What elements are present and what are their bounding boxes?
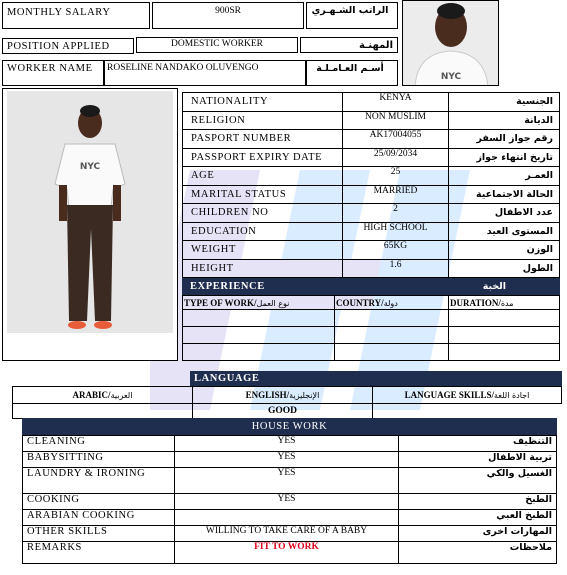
house-work-value: YES (175, 494, 399, 510)
portrait-photo (402, 0, 499, 86)
detail-label: RELIGION (183, 111, 343, 130)
house-work-label: COOKING (23, 494, 175, 510)
experience-cell (449, 344, 560, 361)
experience-country-header: COUNTRY/دولة (335, 296, 449, 310)
detail-row (183, 222, 560, 241)
detail-value: 25 (343, 167, 449, 186)
monthly-salary-value: 900SR (152, 2, 304, 29)
position-applied-value: DOMESTIC WORKER (136, 37, 298, 53)
experience-header (182, 278, 560, 295)
detail-label: NATIONALITY (183, 93, 343, 112)
house-work-label-ar: الغسيل والكي (399, 468, 557, 494)
worker-name-value: ROSELINE NANDAKO OLUVENGO (104, 60, 306, 86)
monthly-salary-label: MONTHLY SALARY (2, 2, 150, 29)
detail-value: NON MUSLIM (343, 111, 449, 130)
experience-cell (449, 327, 560, 344)
language-empty-cell (373, 404, 562, 419)
detail-label-ar: المستوى العيد (449, 222, 560, 241)
detail-label: AGE (183, 167, 343, 186)
house-work-label-ar: التنظيف (399, 436, 557, 452)
house-work-value: YES (175, 436, 399, 452)
detail-label-ar: الطول (449, 259, 560, 278)
language-english-value: GOOD (193, 404, 373, 419)
detail-label-ar: الجنسية (449, 93, 560, 112)
detail-row (183, 111, 560, 130)
house-work-label-ar: الطبخ (399, 494, 557, 510)
house-work-label: CLEANING (23, 436, 175, 452)
detail-row (183, 204, 560, 223)
detail-row (183, 185, 560, 204)
detail-label-ar: عدد الاطفال (449, 204, 560, 223)
experience-title-ar: الخبة (482, 281, 506, 292)
detail-row (183, 93, 560, 112)
worker-name-ar: أسـم العـامـلـة (306, 60, 398, 86)
experience-cell (183, 327, 335, 344)
language-skills-header: LANGUAGE SKILLS/اجادة اللغة (373, 387, 562, 404)
experience-type-header: TYPE OF WORK/نوع العمل (183, 296, 335, 310)
worker-name-label: WORKER NAME (2, 60, 104, 86)
detail-row (183, 241, 560, 260)
house-work-row (23, 452, 557, 468)
experience-table (182, 295, 560, 361)
detail-label: MARITAL STATUS (183, 185, 343, 204)
detail-row (183, 130, 560, 149)
experience-cell (183, 310, 335, 327)
experience-title: EXPERIENCE (190, 281, 265, 292)
position-applied-ar: المهنـة (300, 37, 398, 53)
detail-value: KENYA (343, 93, 449, 112)
experience-cell (183, 344, 335, 361)
detail-label: CHILDREN NO (183, 204, 343, 223)
house-work-value: YES (175, 468, 399, 494)
house-work-row (23, 494, 557, 510)
detail-label-ar: الديانة (449, 111, 560, 130)
detail-value: 2 (343, 204, 449, 223)
detail-label-ar: الوزن (449, 241, 560, 260)
experience-duration-header: DURATION/مدة (449, 296, 560, 310)
experience-cell (335, 344, 449, 361)
portrait-person-icon (403, 1, 499, 86)
detail-value: 25/09/2034 (343, 148, 449, 167)
house-work-row (23, 510, 557, 526)
house-work-value: WILLING TO TAKE CARE OF A BABY (175, 526, 399, 542)
details-table (182, 92, 560, 278)
house-work-row (23, 526, 557, 542)
detail-label-ar: الحالة الاجتماعية (449, 185, 560, 204)
detail-label: PASPORT NUMBER (183, 130, 343, 149)
language-arabic-value (13, 404, 193, 419)
language-english-header: ENGLISH/الإنجليزية (193, 387, 373, 404)
detail-label-ar: تاريخ انتهاء جواز (449, 148, 560, 167)
detail-value: 65KG (343, 241, 449, 260)
detail-label: EDUCATION (183, 222, 343, 241)
house-work-value (175, 510, 399, 526)
detail-value: MARRIED (343, 185, 449, 204)
house-work-label-ar: الطبخ العبي (399, 510, 557, 526)
position-applied-label: POSITION APPLIED (2, 38, 134, 54)
house-work-row (23, 468, 557, 494)
detail-label: PASSPORT EXPIRY DATE (183, 148, 343, 167)
detail-row (183, 148, 560, 167)
experience-cell (335, 310, 449, 327)
house-work-table (22, 435, 557, 564)
detail-row (183, 167, 560, 186)
house-work-label: BABYSITTING (23, 452, 175, 468)
experience-cell (449, 310, 560, 327)
detail-label: HEIGHT (183, 259, 343, 278)
full-body-photo (2, 88, 178, 361)
language-table (12, 386, 562, 419)
detail-value: AK17004055 (343, 130, 449, 149)
detail-label-ar: العمـر (449, 167, 560, 186)
detail-label: WEIGHT (183, 241, 343, 260)
language-arabic-header: ARABIC/العربية (13, 387, 193, 404)
house-work-label: ARABIAN COOKING (23, 510, 175, 526)
monthly-salary-ar: الراتب الشـهـري (306, 2, 398, 29)
house-work-header: HOUSE WORK (22, 418, 557, 435)
experience-cell (335, 327, 449, 344)
house-work-row (23, 436, 557, 452)
house-work-label-ar: المهارات اخرى (399, 526, 557, 542)
house-work-value: FIT TO WORK (175, 542, 399, 564)
portrait-shirt-text: NYC (440, 72, 462, 82)
body-shirt-text: NYC (79, 162, 101, 172)
house-work-label: REMARKS (23, 542, 175, 564)
house-work-label-ar: ملاحظات (399, 542, 557, 564)
detail-row (183, 259, 560, 278)
full-body-person-icon (3, 89, 178, 361)
house-work-label: OTHER SKILLS (23, 526, 175, 542)
detail-label-ar: رقم جواز السفر (449, 130, 560, 149)
detail-value: 1.6 (343, 259, 449, 278)
language-header: LANGUAGE (190, 371, 562, 386)
house-work-label: LAUNDRY & IRONING (23, 468, 175, 494)
house-work-label-ar: تربية الاطفال (399, 452, 557, 468)
house-work-value: YES (175, 452, 399, 468)
detail-value: HIGH SCHOOL (343, 222, 449, 241)
house-work-row (23, 542, 557, 564)
